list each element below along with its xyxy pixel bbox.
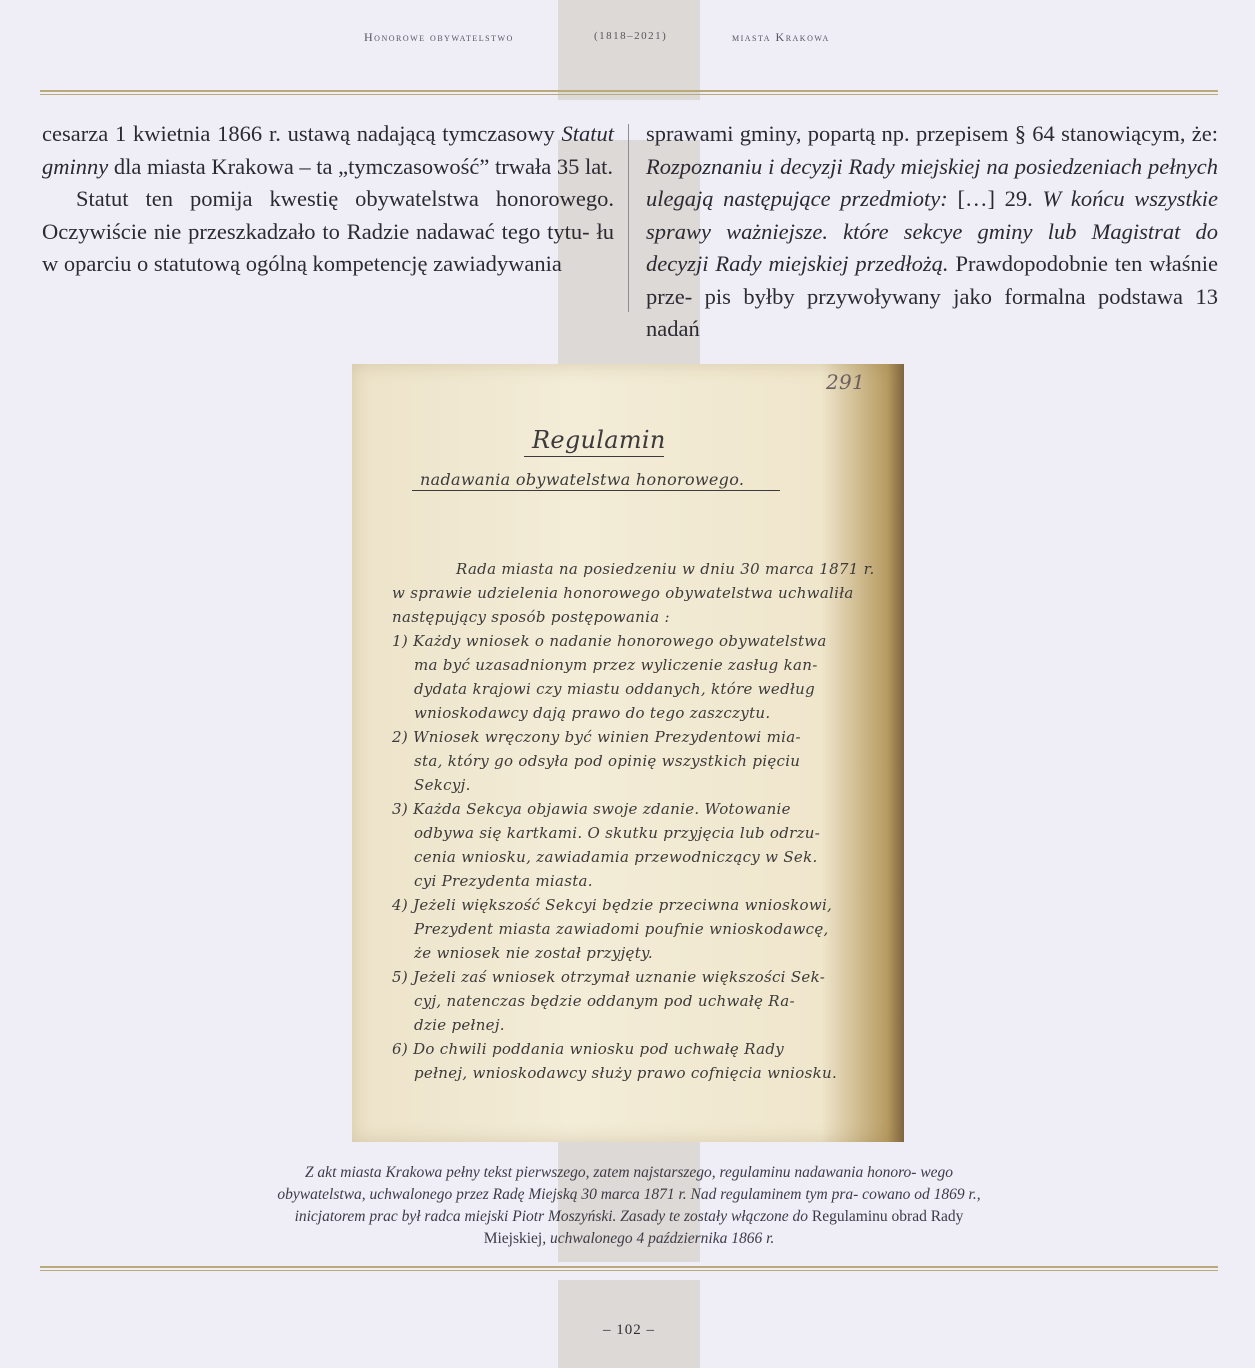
left-p1-italic: Statut gminny (42, 121, 614, 179)
header-rule (40, 90, 1218, 96)
right-text-a: sprawami gminy, popartą np. przepisem § 64 stanowiącym, że: (646, 121, 1218, 146)
manuscript-line: cyi Prezydenta miasta. (414, 872, 593, 890)
manuscript-line: pełnej, wnioskodawcy służy prawo cofnięcia wniosku. (414, 1064, 838, 1082)
running-head-left: Honorowe obywatelstwo (364, 30, 514, 44)
manuscript-subtitle-underline (412, 490, 780, 491)
manuscript-title-underline (524, 456, 664, 457)
manuscript-line: ma być uzasadnionym przez wyliczenie zasług kan- (414, 656, 818, 674)
right-italic-1: Rozpoznaniu i decyzji Rady miejskiej na posiedzeniach pełnych ulegają następujące przedmioty: (646, 153, 1218, 211)
running-head-center: (1818–2021) (594, 30, 668, 42)
manuscript-line: 6) Do chwili poddania wniosku pod uchwałę Rady (392, 1040, 785, 1058)
caption-italic-end: , uchwalonego 4 października 1866 r. (542, 1230, 775, 1247)
manuscript-line: 3) Każda Sekcya objawia swoje zdanie. Wotowanie (392, 800, 791, 818)
manuscript-line: następujący sposób postępowania : (392, 608, 670, 626)
left-p2: Statut ten pomija kwestię obywatelstwa honorowego. Oczywiście nie przeszkadzało to Radzie nadawać tego tytu- łu w oparciu o statutową ogólną kompetencję zawiadywania (42, 186, 614, 276)
manuscript-line: Rada miasta na posiedzeniu w dniu 30 marca 1871 r. (456, 560, 875, 578)
manuscript-line: w sprawie udzielenia honorowego obywatelstwa uchwaliła (392, 584, 854, 602)
manuscript-title: Regulamin (532, 426, 666, 454)
left-p1-start: cesarza 1 kwietnia 1866 r. ustawą nadającą tymczasowy (42, 121, 562, 146)
running-head-right: miasta Krakowa (732, 30, 830, 44)
manuscript-line: że wniosek nie został przyjęty. (414, 944, 653, 962)
right-column (646, 118, 1218, 346)
manuscript-line: 1) Każdy wniosek o nadanie honorowego obywatelstwa (392, 632, 827, 650)
running-head (0, 30, 1255, 50)
left-column (42, 118, 614, 281)
manuscript-page-number: 291 (826, 370, 866, 394)
manuscript-subtitle: nadawania obywatelstwa honorowego. (420, 470, 745, 489)
manuscript-line: Sekcyj. (414, 776, 471, 794)
figure-caption (276, 1162, 982, 1250)
right-italic-2: W końcu wszystkie sprawy ważniejsze. które sekcye gminy lub Magistrat do decyzji Rady miejskiej przedłożą. (646, 186, 1218, 276)
manuscript-line: dzie pełnej. (414, 1016, 505, 1034)
page-number: – 102 – (603, 1322, 655, 1338)
manuscript-line: Prezydent miasta zawiadomi poufnie wnioskodawcę, (414, 920, 829, 938)
caption-italic: Z akt miasta Krakowa pełny tekst pierwszego, zatem najstarszego, regulaminu nadawania honoro- wego obywatelstwa, uchwalonego przez Radę Miejską 30 marca 1871 r. Nad regulaminem tym pra- cowano od 1869 r., inicjatorem prac był radca miejski Piotr Moszyński. Zasady te zostały włączone do (277, 1164, 981, 1225)
footer-rule (40, 1266, 1218, 1272)
column-divider (628, 124, 629, 312)
right-text-b: […] 29. (947, 186, 1043, 211)
left-p1-end: dla miasta Krakowa – ta „tymczasowość” trwała 35 lat. (108, 153, 614, 179)
manuscript-line: odbywa się kartkami. O skutku przyjęcia lub odrzu- (414, 824, 821, 842)
manuscript-line: 2) Wniosek wręczony być winien Prezydentowi mia- (392, 728, 801, 746)
caption-upright: Regulaminu obrad Rady Miejskiej (483, 1208, 964, 1247)
manuscript-line: 5) Jeżeli zaś wniosek otrzymał uznanie większości Sek- (392, 968, 826, 986)
manuscript-line: sta, który go odsyła pod opinię wszystkich pięciu (414, 752, 801, 770)
manuscript-line: dydata krajowi czy miastu oddanych, które według (414, 680, 816, 698)
manuscript-line: 4) Jeżeli większość Sekcyi będzie przeciwna wnioskowi, (392, 896, 833, 914)
manuscript-line: wnioskodawcy dają prawo do tego zaszczytu. (414, 704, 771, 722)
manuscript-line: cenia wniosku, zawiadamia przewodniczący w Sek. (414, 848, 818, 866)
right-text-c: Prawdopodobnie ten właśnie prze- pis byłby przywoływany jako formalna podstawa 13 nadań (646, 251, 1218, 341)
manuscript-line: cyj, natenczas będzie oddanym pod uchwałę Ra- (414, 992, 795, 1010)
manuscript-image (352, 364, 904, 1142)
